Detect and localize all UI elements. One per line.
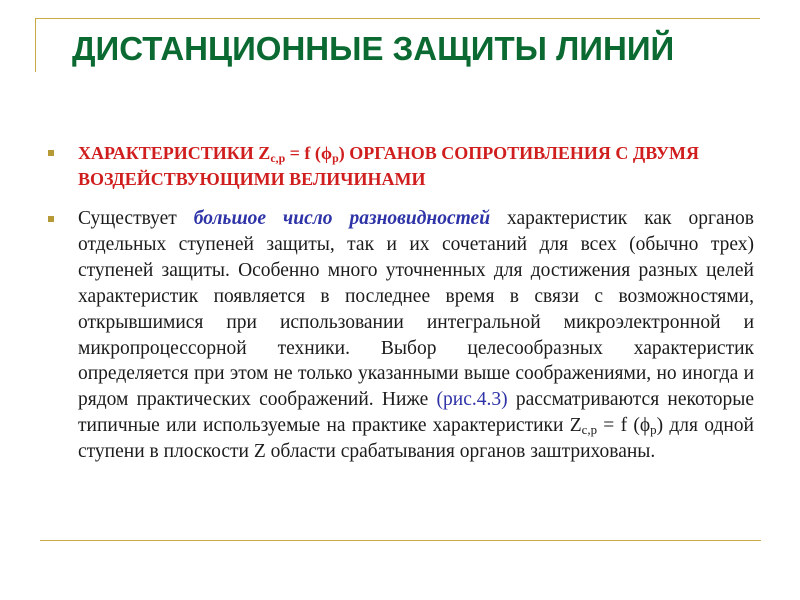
bullet-item-body — [48, 206, 754, 465]
slide-title: ДИСТАНЦИОННЫЕ ЗАЩИТЫ ЛИНИЙ — [72, 30, 675, 67]
body-text-4: = f (ϕ — [597, 415, 651, 437]
title-frame-top-line — [35, 18, 760, 19]
bottom-divider-line — [40, 540, 761, 541]
body-text-3: рассматриваются некоторые типичные или используемые на практике характеристики Z — [78, 389, 754, 437]
heading-subscript-1: с,р — [270, 150, 286, 165]
bullet-item-heading — [48, 140, 754, 192]
heading-text-part1: ХАРАКТЕРИСТИКИ Z — [78, 143, 271, 163]
body-subscript-1: с,р — [581, 423, 598, 438]
figure-reference: (рис.4.3) — [436, 389, 508, 411]
square-bullet-icon — [48, 216, 54, 222]
heading-text-part2: = f (ϕ — [285, 143, 333, 163]
title-frame-left-line — [35, 18, 36, 72]
heading-text-part3: ) ОРГАНОВ СОПРОТИВЛЕНИЯ С ДВУМЯ ВОЗДЕЙСТВУЮЩИМИ ВЕЛИЧИНАМИ — [78, 143, 700, 189]
body-text-1: Существует — [78, 208, 194, 229]
body-text-5: ) для одной ступени в плоскости Z области срабатывания органов заштрихованы. — [78, 415, 754, 463]
heading-subscript-2: р — [332, 150, 339, 165]
square-bullet-icon — [48, 150, 54, 156]
slide-content — [48, 140, 754, 465]
body-text-2: характеристик как органов отдельных ступеней защиты, так и их сочетаний для всех (обычно трех) ступеней защиты. Особенно много уточненных для достижения разных целей характеристик появляется в последнее время в связи с возможностями, открывшимися при использовании интегральной микроэлектронной и микропроцессорной техники. Выбор целесообразных характеристик определяется при этом не только указанными выше соображениями, но иногда и рядом практических соображений. Ниже — [78, 208, 755, 411]
body-emphasis: большое число разновидностей — [193, 208, 491, 229]
body-subscript-2: р — [650, 423, 657, 438]
